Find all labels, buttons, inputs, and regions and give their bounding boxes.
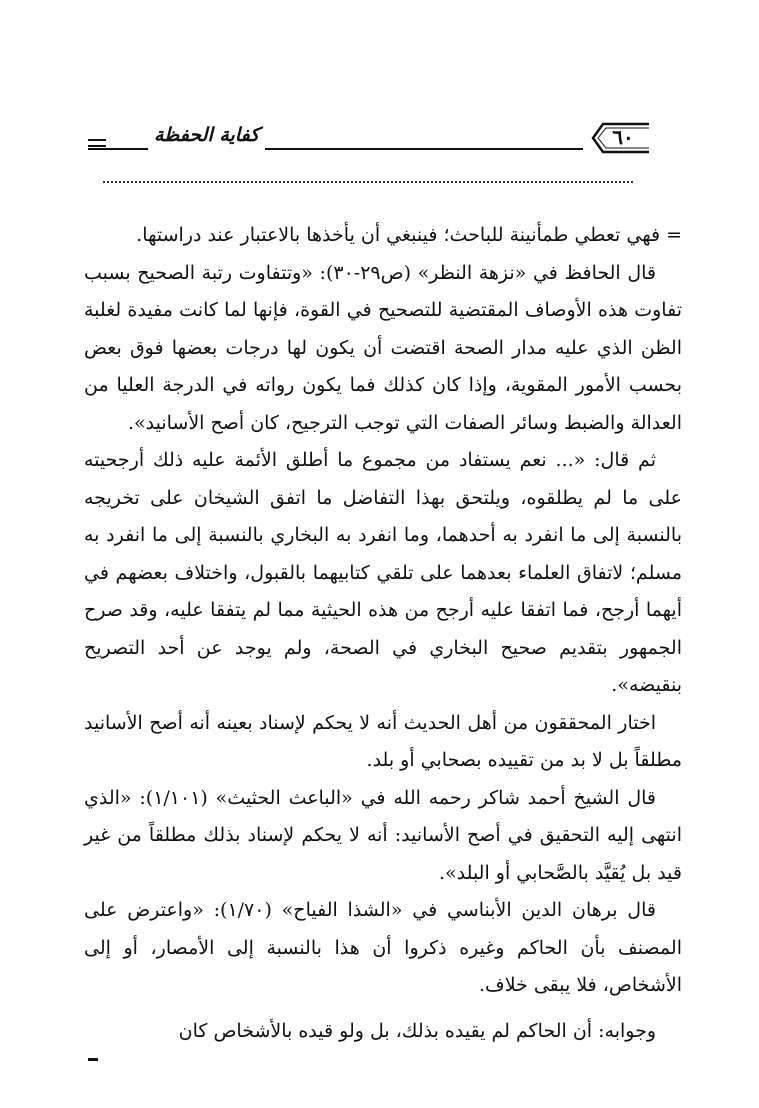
paragraph: قال الحافظ في «نزهة النظر» (ص٢٩-٣٠): «وتتفاوت رتبة الصحيح بسبب تفاوت هذه الأوصاف المقتضية للتصحيح في القوة، فإنها لما كانت مفيدة لغلبة الظن الذي عليه مدار الصحة اقتضت أن يكون لها درجات بعضها فوق بعض بحسب الأمور المقوية، وإذا كان كذلك فما يكون رواته في الدرجة العليا من العدالة والضبط وسائر الصفات التي توجب الترجيح، كان أصح الأسانيد». [84,261,682,434]
running-title: كفاية الحفظة [148,118,265,152]
header-dotted-divider [103,181,633,183]
paragraph: اختار المحققون من أهل الحديث أنه لا يحكم لإسناد بعينه أنه أصح الأسانيد مطلقاً بل لا بد من تقييده بصحابي أو بلد. [84,711,682,771]
continuation-mark [88,1058,98,1061]
page-number-badge [589,118,653,158]
paragraph: ثم قال: «... نعم يستفاد من مجموع ما أطلق الأئمة عليه ذلك أرجحيته على ما لم يطلقوه، ويلتحق بهذا التفاضل ما اتفق الشيخان على تخريجه بالنسبة إلى ما انفرد به أحدهما، وما انفرد به البخاري بالنسبة إلى ما انفرد به مسلم؛ لاتفاق العلماء بعدهما على تلقي كتابيهما بالقبول، واختلاف بعضهم في أيهما أرجح، فما اتفقا عليه أرجح من هذه الحيثية مما لم يتفقا عليه، وقد صرح الجمهور بتقديم صحيح البخاري في الصحة، ولم يوجد عن أحد التصريح بنقيضه». [84,449,682,696]
header-double-dash [88,139,106,141]
paragraph: وجوابه: أن الحاكم لم يقيده بذلك، بل ولو قيده بالأشخاص كان [178,1019,656,1042]
paragraph: قال برهان الدين الأبناسي في «الشذا الفياح» (١/٧٠): «واعترض على المصنف بأن الحاكم وغيره ذكروا أن هذا بالنسبة إلى الأمصار، أو إلى الأشخاص، فلا يبقى خلاف. [84,899,682,996]
running-header [88,118,653,158]
page-number: ٦٠ [612,125,634,149]
paragraph: قال الشيخ أحمد شاكر رحمه الله في «الباعث الحثيث» (١/١٠١): «الذي انتهى إليه التحقيق في أصح الأسانيد: أنه لا يحكم لإسناد بذلك مطلقاً من غير قيد بل يُقيَّد بالصَّحابي أو البلد». [84,786,682,884]
paragraph: = فهي تعطي طمأنينة للباحث؛ فينبغي أن يأخذها بالاعتبار عند دراستها. [136,224,682,246]
page-body [84,217,682,1050]
